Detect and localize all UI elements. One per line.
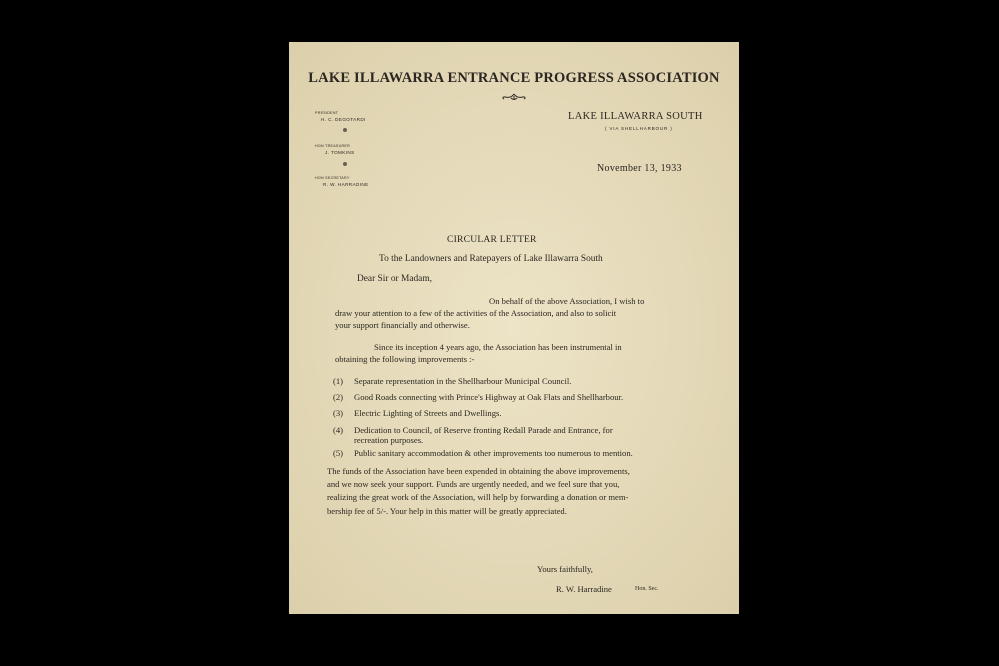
letter-date: November 13, 1933 <box>597 163 682 174</box>
officer-title-secretary: HON SECRETARY <box>315 176 350 180</box>
officer-name-treasurer: J. TOMKINS <box>325 150 355 155</box>
address: LAKE ILLAWARRA SOUTH <box>568 111 703 122</box>
list-item-number: (4) <box>333 425 344 435</box>
para3-line: The funds of the Association have been expended in obtaining the above improvements, <box>327 466 630 476</box>
ornament-flourish-icon <box>499 92 529 102</box>
list-item: Separate representation in the Shellharbour Municipal Council. <box>354 376 572 386</box>
para1-line: On behalf of the above Association, I wish to <box>489 296 645 306</box>
officer-title-treasurer: HON TREASURER <box>315 144 350 148</box>
list-item: Good Roads connecting with Prince's Highway at Oak Flats and Shellharbour. <box>354 392 624 402</box>
list-item: Public sanitary accommodation & other improvements too numerous to mention. <box>354 448 633 458</box>
para2-line: Since its inception 4 years ago, the Association has been instrumental in <box>374 342 622 352</box>
bullet-dot <box>343 162 347 166</box>
officer-name-secretary: R. W. HARRADINE <box>323 182 369 187</box>
officer-title-president: PRESIDENT <box>315 111 339 115</box>
salutation: Dear Sir or Madam, <box>357 274 432 284</box>
address-via: ( VIA SHELLHARBOUR ) <box>605 126 673 131</box>
letter-page <box>289 42 739 614</box>
list-item-number: (3) <box>333 408 344 418</box>
closing: Yours faithfully, <box>537 564 593 574</box>
letterhead-title: LAKE ILLAWARRA ENTRANCE PROGRESS ASSOCIATION <box>308 70 720 86</box>
letter-recipients: To the Landowners and Ratepayers of Lake Illawarra South <box>379 254 603 264</box>
para3-line: and we now seek your support. Funds are urgently needed, and we feel sure that you, <box>327 479 620 489</box>
signature-title: Hon. Sec. <box>635 586 659 592</box>
para1-line: your support financially and otherwise. <box>335 320 470 330</box>
para3-line: bership fee of 5/-. Your help in this matter will be greatly appreciated. <box>327 506 567 516</box>
list-item: Electric Lighting of Streets and Dwellings. <box>354 408 502 418</box>
para1-line: draw your attention to a few of the activities of the Association, and also to solicit <box>335 308 617 318</box>
signature-name: R. W. Harradine <box>556 584 612 594</box>
officer-name-president: H. C. DEGOTARDI <box>321 117 366 122</box>
list-item-number: (1) <box>333 376 344 386</box>
list-item-number: (5) <box>333 448 344 458</box>
bullet-dot <box>343 128 347 132</box>
letter-heading: CIRCULAR LETTER <box>447 234 537 245</box>
list-item-continuation: recreation purposes. <box>354 435 424 445</box>
para2-line: obtaining the following improvements :- <box>335 354 475 364</box>
list-item-number: (2) <box>333 392 344 402</box>
list-item: Dedication to Council, of Reserve fronting Redall Parade and Entrance, for <box>354 425 613 435</box>
para3-line: realizing the great work of the Association, will help by forwarding a donation or mem- <box>327 492 629 502</box>
